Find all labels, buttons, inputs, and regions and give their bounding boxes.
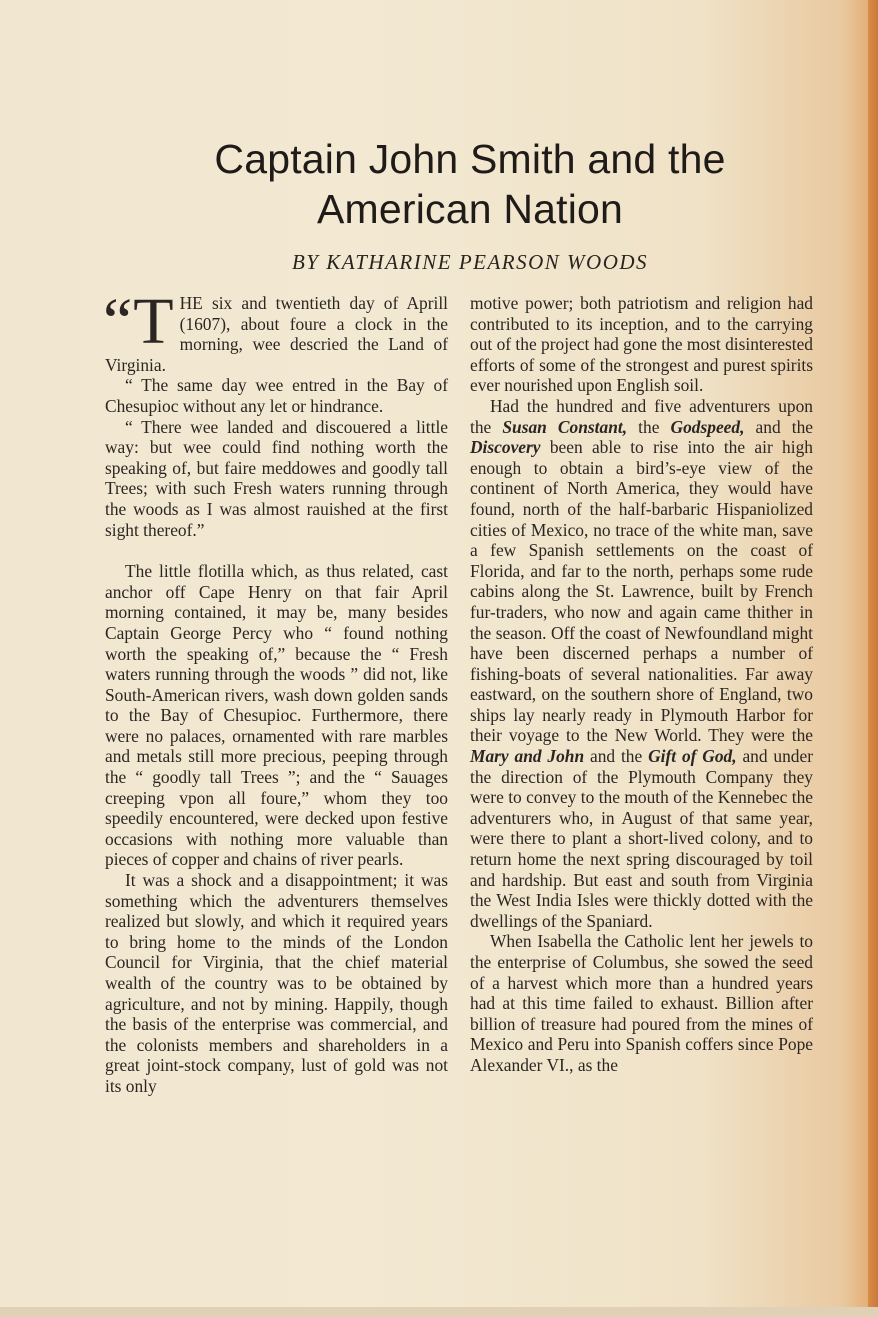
paragraph-text: HE six and twentieth day of Aprill (1607), about foure a clock in the morning, wee descried the Land of Virginia.	[105, 293, 448, 375]
title-line-2: American Nation	[316, 186, 624, 232]
page-edge	[868, 0, 878, 1317]
paragraph: “ The same day wee entred in the Bay of Chesupioc without any let or hindrance.	[105, 375, 448, 416]
ship-name: Godspeed,	[670, 416, 745, 437]
opening-quote: “	[103, 285, 133, 358]
paragraph: “ There wee landed and discouered a little way: but wee could find nothing worth the speaking of, but faire meddowes and goodly tall Trees; with such Fresh waters running through the woods as I was almost rauished at the first sight thereof.”	[105, 416, 448, 540]
right-column	[470, 293, 813, 1076]
text: been able to rise into the air high enough to obtain a bird’s-eye view of the continent of North America, they would have found, north of the half-barbaric Hispaniolized cities of Mexico, no trace of the white man, save a few Spanish settlements on the coast of Florida, and far to the north, perhaps some rude cabins along the St. Lawrence, built by French fur-traders, who now and again came thither in the season. Off the coast of Newfoundland might have been discerned perhaps a number of fishing-boats of several nationalities. Far away eastward, on the southern shore of England, two ships lay nearly ready in Plymouth Harbor for their voyage to the New World. They were the	[470, 437, 813, 746]
ship-name: Mary and John	[470, 746, 585, 767]
paragraph: The little flotilla which, as thus related, cast anchor off Cape Henry on that fair April morning contained, it may be, many besides Captain George Percy who “ found nothing worth the speaking of,” because the “ Fresh waters running through the woods ” did not, like South-American rivers, wash down golden sands to the Bay of Chesupioc. Furthermore, there were no palaces, ornamented with rare marbles and metals still more precious, peeping through the “ goodly tall Trees ”; and the “ Sauages creeping vpon all foure,” whom they too speedily encountered, were decked upon festive occasions with nothing more valuable than pieces of copper and chains of river pearls.	[105, 561, 448, 870]
paragraph: It was a shock and a disappointment; it was something which the adventurers themselves realized but slowly, and which it required years to bring home to the minds of the London Council for Virginia, that the chief material wealth of the country was to be obtained by agriculture, and not by mining. Happily, though the basis of the enterprise was commercial, and the colonists members and shareholders in a great joint-stock company, lust of gold was not its only	[105, 870, 448, 1096]
page-bottom-edge	[0, 1307, 878, 1317]
drop-cap	[103, 285, 174, 358]
text: the	[638, 416, 660, 437]
ship-name: Discovery	[470, 437, 541, 458]
article-title	[120, 134, 820, 234]
text: Had the hundred and five adventurers upon the	[470, 395, 813, 437]
paragraph	[470, 396, 813, 931]
paragraph	[103, 285, 448, 375]
paragraph: When Isabella the Catholic lent her jewels to the enterprise of Columbus, she sowed the seed of a harvest which more than a hundred years had at this time failed to exhaust. Billion after billion of treasure had poured from the mines of Mexico and Peru into Spanish coffers since Pope Alexander VI., as the	[470, 931, 813, 1075]
title-line-1: Captain John Smith and the	[214, 136, 726, 182]
byline: BY KATHARINE PEARSON WOODS	[291, 250, 649, 274]
drop-cap-letter: T	[133, 285, 174, 358]
ship-name: Susan Constant,	[502, 416, 628, 437]
text: and under the direction of the Plymouth Company they were to convey to the mouth of the Kennebec the adventurers who, in August of that same year, were there to plant a short-lived colony, and to return home the next spring discouraged by toil and hardship. But east and south from Virginia the West India Isles were thickly dotted with the dwellings of the Spaniard.	[470, 746, 813, 931]
left-column	[103, 285, 448, 1097]
ship-name: Gift of God,	[648, 746, 737, 767]
text: and the	[590, 746, 643, 767]
paragraph: motive power; both patriotism and religion had contributed to its inception, and to the carrying out of the project had gone the most disinterested efforts of some of the strongest and purest spirits ever nourished upon English soil.	[470, 293, 813, 396]
text: and the	[755, 416, 813, 437]
